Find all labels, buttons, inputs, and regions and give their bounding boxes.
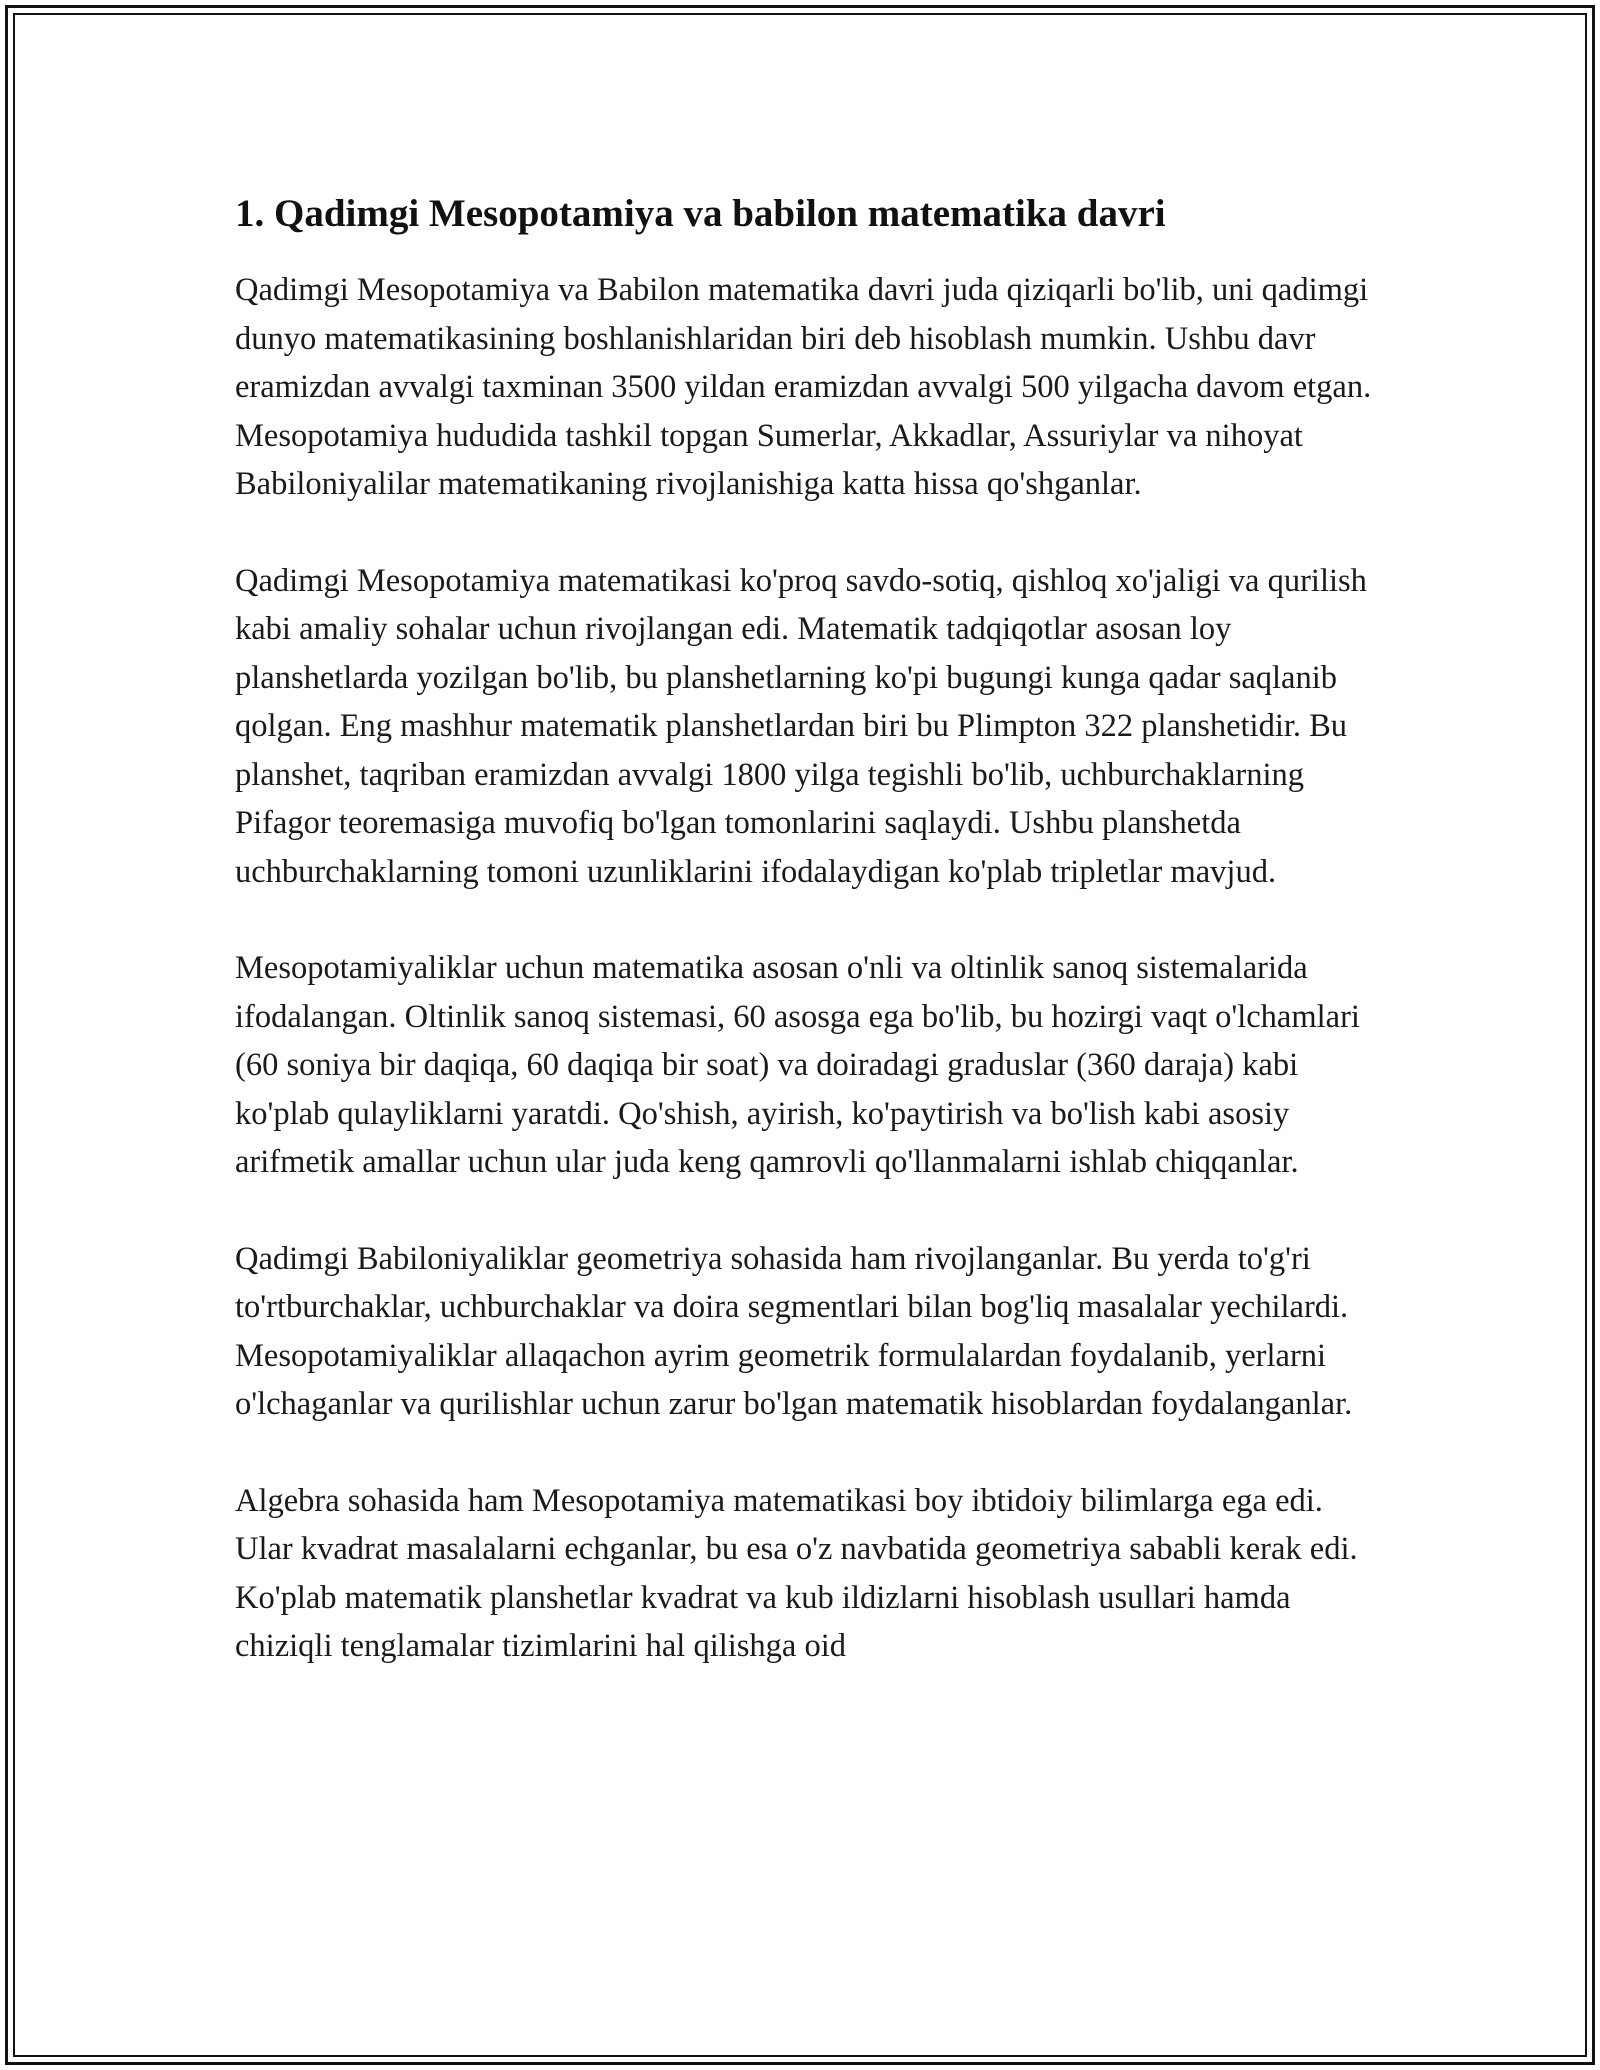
document-body <box>235 188 1385 1719</box>
paragraph-practical-math: Qadimgi Mesopotamiya matematikasi ko'proq savdo-sotiq, qishloq xo'jaligi va qurilish kabi amaliy sohalar uchun rivojlangan edi. Matematik tadqiqotlar asosan loy planshetlarda yozilgan bo'lib, bu planshetlarning ko'pi bugungi kunga qadar saqlanib qolgan. Eng mashhur matematik planshetlardan biri bu Plimpton 322 planshetidir. Bu planshet, taqriban eramizdan avvalgi 1800 yilga tegishli bo'lib, uchburchaklarning Pifagor teoremasiga muvofiq bo'lgan tomonlarini saqlaydi. Ushbu planshetda uchburchaklarning tomoni uzunliklarini ifodalaydigan ko'plab tripletlar mavjud. <box>235 562 1367 890</box>
paragraph-number-systems: Mesopotamiyaliklar uchun matematika asosan o'nli va oltinlik sanoq sistemalarida ifodalangan. Oltinlik sanoq sistemasi, 60 asosga ega bo'lib, bu hozirgi vaqt o'lchamlari (60 soniya bir daqiqa, 60 daqiqa bir soat) va doiradagi graduslar (360 daraja) kabi ko'plab qulayliklarni yaratdi. Qo'shish, ayirish, ko'paytirish va bo'lish kabi asosiy arifmetik amallar uchun ular juda keng qamrovli qo'llanmalarni ishlab chiqqanlar. <box>235 950 1360 1180</box>
paragraph-intro: Qadimgi Mesopotamiya va Babilon matematika davri juda qiziqarli bo'lib, uni qadimgi dunyo matematikasining boshlanishlaridan biri deb hisoblash mumkin. Ushbu davr eramizdan avvalgi taxminan 3500 yildan eramizdan avvalgi 500 yilgacha davom etgan. Mesopotamiya hududida tashkil topgan Sumerlar, Akkadlar, Assuriylar va nihoyat Babiloniyalilar matematikaning rivojlanishiga katta hissa qo'shganlar. <box>235 272 1372 502</box>
paragraph-algebra: Algebra sohasida ham Mesopotamiya matematikasi boy ibtidoiy bilimlarga ega edi. Ular kvadrat masalalarni echganlar, bu esa o'z navbatida geometriya sababli kerak edi. Ko'plab matematik planshetlar kvadrat va kub ildizlarni hisoblash usullari hamda chiziqli tenglamalar tizimlarini hal qilishga oid <box>235 1482 1358 1664</box>
paragraph-geometry: Qadimgi Babiloniyaliklar geometriya sohasida ham rivojlanganlar. Bu yerda to'g'ri to'rtburchaklar, uchburchaklar va doira segmentlari bilan bog'liq masalalar yechilardi. Mesopotamiyaliklar allaqachon ayrim geometrik formulalardan foydalanib, yerlarni o'lchaganlar va qurilishlar uchun zarur bo'lgan matematik hisoblardan foydalanganlar. <box>235 1240 1353 1422</box>
section-heading: 1. Qadimgi Mesopotamiya va babilon matematika davri <box>235 192 1166 235</box>
